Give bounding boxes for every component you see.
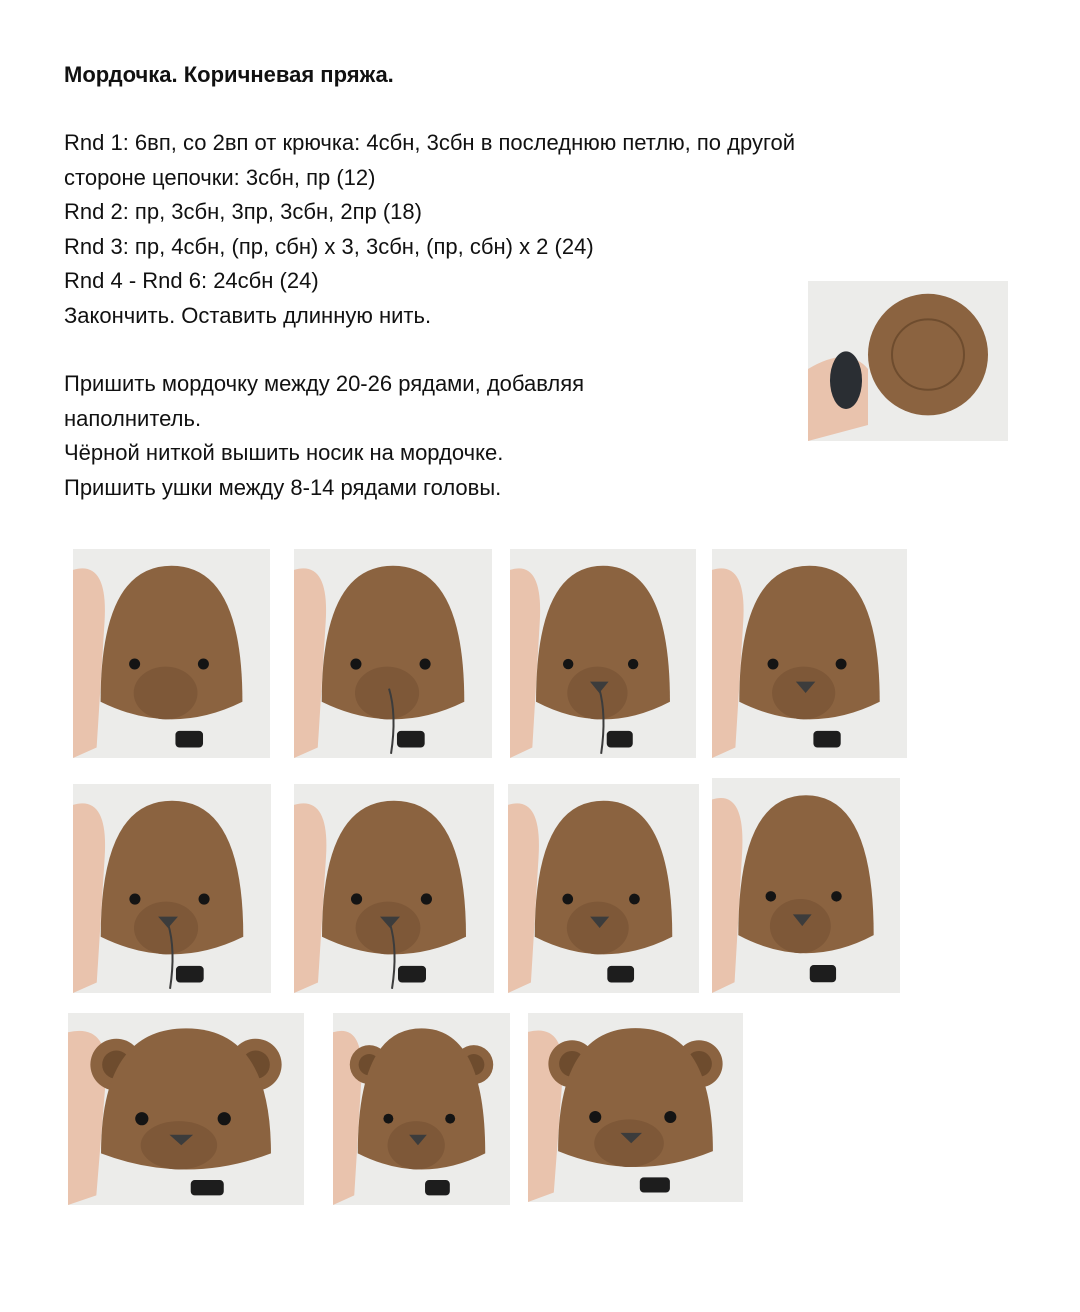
fingernail: [607, 966, 634, 983]
instruction-line: Закончить. Оставить длинную нить.: [64, 302, 432, 328]
assembly-line: Чёрной ниткой вышить носик на мордочке.: [64, 440, 504, 465]
muzzle: [388, 1121, 445, 1169]
right-eye: [198, 659, 209, 670]
muzzle-piece-photo: [808, 281, 1008, 441]
left-eye: [562, 894, 573, 905]
fingernail: [175, 731, 203, 748]
fingernail: [640, 1177, 670, 1192]
left-eye: [766, 891, 777, 902]
right-eye: [218, 1112, 231, 1125]
right-eye: [199, 893, 210, 904]
fingernail: [397, 731, 425, 748]
muzzle: [355, 667, 419, 720]
instruction-line: Rnd 1: 6вп, со 2вп от крючка: 4сбн, 3сбн в последнюю петлю, по другой: [64, 130, 796, 155]
right-eye: [831, 891, 842, 902]
muzzle: [770, 899, 831, 953]
left-eye: [563, 659, 573, 669]
left-eye: [350, 658, 361, 669]
left-eye: [129, 893, 140, 904]
right-eye: [664, 1111, 676, 1123]
right-eye: [836, 659, 847, 670]
left-eye: [589, 1111, 601, 1123]
muzzle: [567, 667, 627, 720]
assembly-line: Пришить мордочку между 20-26 рядами, добавляя: [64, 371, 585, 396]
step-3-photo: [510, 549, 696, 758]
step-6-photo: [294, 784, 494, 993]
left-eye: [135, 1112, 148, 1125]
muzzle: [134, 902, 198, 955]
fingernail: [191, 1180, 224, 1195]
left-eye: [129, 659, 140, 670]
fingernail: [398, 966, 426, 983]
step-8-photo: [712, 778, 900, 993]
step-7-photo: [508, 784, 699, 993]
fingernail: [813, 731, 840, 748]
right-eye: [420, 658, 431, 669]
muzzle: [567, 902, 629, 955]
fingernail: [830, 351, 862, 409]
step-5-photo: [73, 784, 271, 993]
muzzle: [356, 902, 421, 955]
step-2-photo: [294, 549, 492, 758]
step-9-photo: [68, 1013, 304, 1205]
step-10-photo: [333, 1013, 510, 1205]
right-eye: [445, 1114, 455, 1124]
instruction-line: Rnd 2: пр, 3сбн, 3пр, 3сбн, 2пр (18): [64, 199, 422, 224]
instruction-line: стороне цепочки: 3сбн, пр (12): [64, 164, 376, 190]
step-1-photo: [73, 549, 270, 758]
fingernail: [425, 1180, 450, 1195]
left-eye: [383, 1114, 393, 1124]
assembly-line: наполнитель.: [64, 405, 202, 431]
right-eye: [628, 659, 638, 669]
section-title: Мордочка. Коричневая пряжа.: [64, 62, 394, 87]
muzzle: [134, 667, 198, 720]
right-eye: [421, 893, 432, 904]
fingernail: [810, 965, 836, 982]
step-4-photo: [712, 549, 907, 758]
assembly-line: Пришить ушки между 8-14 рядами головы.: [64, 474, 502, 500]
right-eye: [629, 894, 640, 905]
spacer: [64, 92, 944, 126]
instruction-line: Rnd 4 - Rnd 6: 24сбн (24): [64, 268, 319, 293]
muzzle: [141, 1121, 217, 1169]
muzzle-piece: [868, 294, 988, 416]
muzzle: [594, 1119, 664, 1167]
left-eye: [351, 893, 362, 904]
left-eye: [768, 659, 779, 670]
muzzle: [772, 667, 835, 720]
instruction-line: Rnd 3: пр, 4сбн, (пр, сбн) х 3, 3сбн, (пр, сбн) х 2 (24): [64, 233, 594, 259]
fingernail: [176, 966, 204, 983]
fingernail: [607, 731, 633, 748]
step-11-photo: [528, 1013, 743, 1202]
